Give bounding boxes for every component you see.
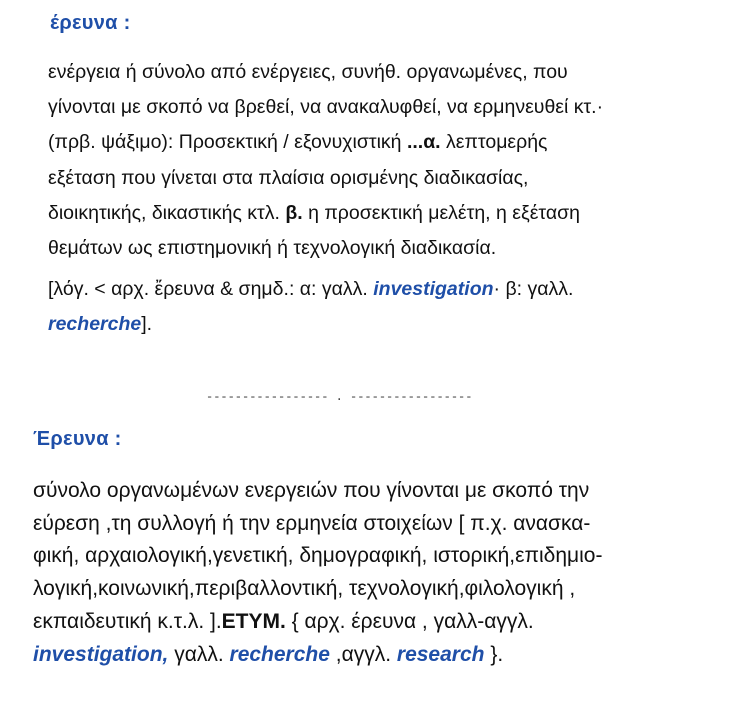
entry-1-def-line: θεμάτων ως επιστημονική ή τεχνολογική διαδικασία.	[48, 237, 497, 260]
ety-prefix: [λόγ. < αρχ. ἔρευνα & σημδ.: α: γαλλ.	[48, 278, 374, 301]
entry-separator: ----------------- . -----------------	[206, 390, 473, 404]
etym-label: ETYM.	[221, 609, 286, 633]
ety-term-recherche: recherche	[48, 313, 142, 336]
entry-1-def-line: (πρβ. ψάξιμο): Προσεκτική / εξονυχιστική	[48, 131, 407, 154]
dictionary-entry-1	[48, 12, 728, 343]
entry-1-def-line: ενέργεια ή σύνολο από ενέργειες, συνήθ. οργανωμένες, που	[48, 61, 568, 83]
etym-sep-1: γαλλ.	[168, 642, 230, 666]
sense-b-label: β.	[285, 201, 303, 224]
entry-2-headword: Έρευνα :	[33, 428, 122, 450]
entry-1-etymology	[48, 272, 728, 342]
entry-2-def-line: σύνολο οργανωμένων ενεργειών που γίνονται με σκοπό την	[33, 479, 590, 502]
sense-a-text: λεπτομερής	[440, 131, 548, 154]
entry-2-def-line: λογική,κοινωνική,περιβαλλοντική, τεχνολογική,φιλολογική ,	[33, 577, 576, 601]
entry-1-definition	[48, 55, 728, 266]
ety-term-investigation: investigation	[373, 278, 494, 301]
entry-1-def-line: γίνονται με σκοπό να βρεθεί, να ανακαλυφθεί, να ερμηνευθεί κτ.·	[48, 96, 604, 119]
etym-term-investigation: investigation,	[33, 642, 169, 666]
sense-a-label: ...α.	[406, 131, 441, 154]
sense-b-text: η προσεκτική μελέτη, η εξέταση	[302, 201, 580, 224]
ety-mid: · β: γαλλ.	[493, 278, 574, 301]
etym-term-research: research	[396, 642, 485, 666]
etym-after: { αρχ. έρευνα , γαλλ-αγγλ.	[285, 609, 534, 633]
entry-1-headword: έρευνα :	[50, 12, 131, 34]
entry-1-def-line: εξέταση που γίνεται στα πλαίσια ορισμένης διαδικασίας,	[48, 166, 529, 189]
entry-2-def-line: φική, αρχαιολογική,γενετική, δημογραφική, ιστορική,επιδημιο-	[33, 544, 603, 568]
etym-sep-2: ,αγγλ.	[329, 642, 397, 666]
etym-end: }.	[484, 642, 504, 666]
dictionary-entry-2	[33, 428, 733, 671]
ety-suffix: ].	[141, 313, 153, 336]
etym-term-recherche: recherche	[229, 642, 330, 666]
entry-2-definition	[33, 475, 733, 671]
entry-2-def-line: εύρεση ,τη συλλογή ή την ερμηνεία στοιχείων [ π.χ. ανασκα-	[33, 511, 591, 535]
entry-2-def-line: εκπαιδευτική κ.τ.λ. ].	[33, 609, 222, 633]
entry-1-def-line: διοικητικής, δικαστικής κτλ.	[48, 201, 286, 224]
